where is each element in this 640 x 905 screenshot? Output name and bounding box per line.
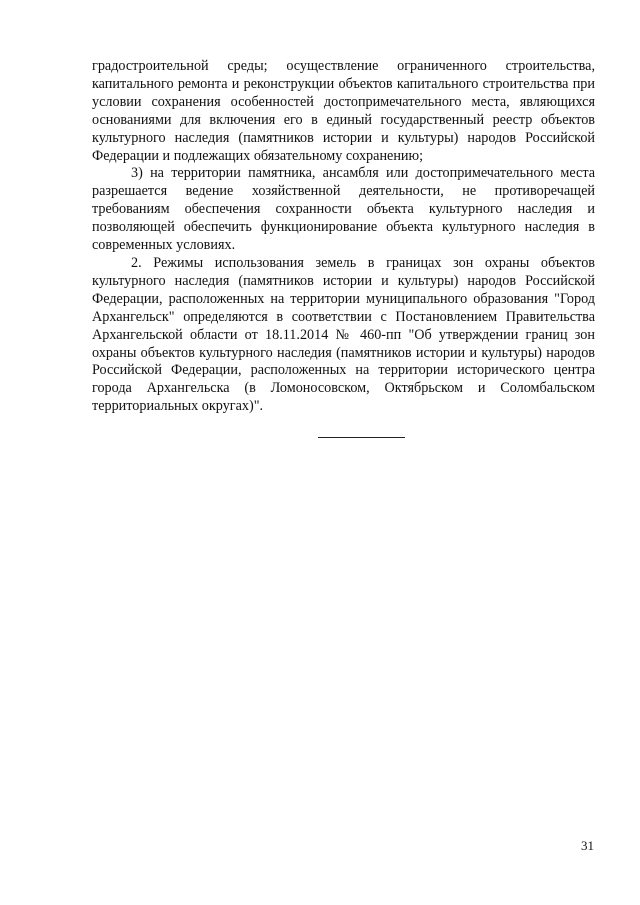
page-number: 31 [581, 838, 594, 853]
paragraph-section-2: 2. Режимы использования земель в границах зон охраны объектов культурного наследия (памятников истории и культуры) народов Российской Федерации, расположенных на территории муниципального образования "Город Архангельск" определяются в соответствии с Постановлением Правительства Архангельской области от 18.11.2014 № 460-пп "Об утверждении границ зон охраны объектов культурного наследия (памятников истории и культуры) народов Российской Федерации, расположенных на территории исторического центра города Архангельска (в Ломоносовском, Октябрьском и Соломбальском территориальных округах)". [92, 254, 595, 415]
paragraph-item-3: 3) на территории памятника, ансамбля или достопримечательного места разрешается ведение хозяйственной деятельности, не противоречащей требованиям обеспечения сохранности объекта культурного наследия и позволяющей обеспечить функционирование объекта культурного наследия в современных условиях. [92, 165, 595, 254]
document-body [92, 58, 595, 416]
paragraph-continuation: градостроительной среды; осуществление ограниченного строительства, капитального ремонта и реконструкции объектов капитального строительства при условии сохранения особенностей достопримечательного места, являющихся основаниями для включения его в единый государственный реестр объектов культурного наследия (памятников истории и культуры) народов Российской Федерации и подлежащих обязательному сохранению; [92, 58, 595, 164]
end-divider-line [318, 437, 405, 438]
